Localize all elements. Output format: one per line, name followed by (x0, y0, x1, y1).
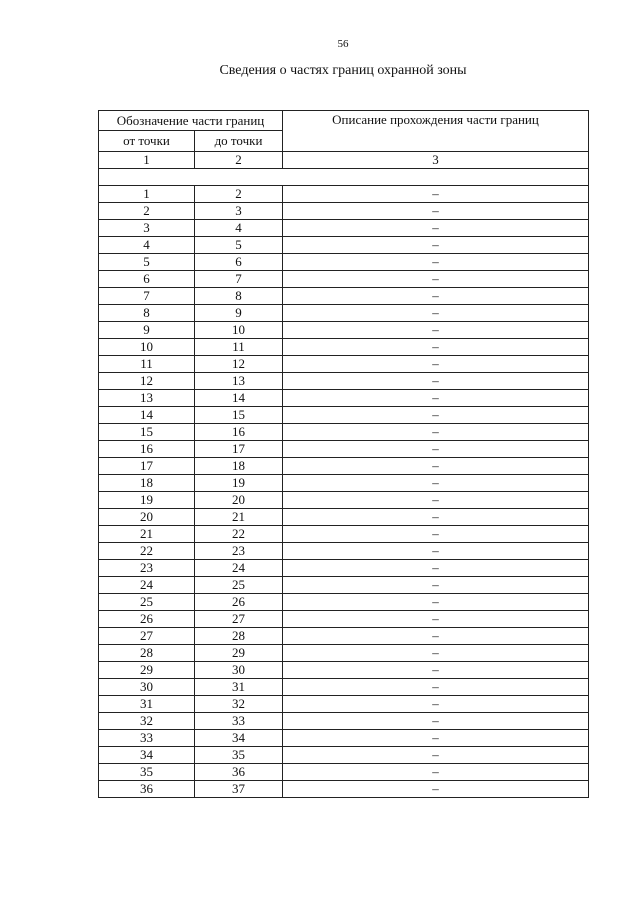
to-point-cell: 19 (195, 475, 283, 492)
table-row (99, 220, 589, 237)
to-point-cell: 16 (195, 424, 283, 441)
header-to-point: до точки (195, 131, 283, 152)
description-cell: – (283, 237, 589, 254)
table-row (99, 747, 589, 764)
table-row (99, 254, 589, 271)
description-cell: – (283, 526, 589, 543)
table-row (99, 611, 589, 628)
description-cell: – (283, 781, 589, 798)
from-point-cell: 28 (99, 645, 195, 662)
from-point-cell: 13 (99, 390, 195, 407)
from-point-cell: 25 (99, 594, 195, 611)
table-row (99, 662, 589, 679)
to-point-cell: 18 (195, 458, 283, 475)
from-point-cell: 3 (99, 220, 195, 237)
to-point-cell: 15 (195, 407, 283, 424)
table-row (99, 679, 589, 696)
description-cell: – (283, 747, 589, 764)
to-point-cell: 7 (195, 271, 283, 288)
header-description: Описание прохождения части границ (283, 111, 589, 152)
to-point-cell: 3 (195, 203, 283, 220)
table-row (99, 373, 589, 390)
to-point-cell: 34 (195, 730, 283, 747)
table-row (99, 560, 589, 577)
table-row (99, 594, 589, 611)
header-from-point: от точки (99, 131, 195, 152)
table-row (99, 577, 589, 594)
table-row (99, 781, 589, 798)
to-point-cell: 21 (195, 509, 283, 526)
from-point-cell: 11 (99, 356, 195, 373)
description-cell: – (283, 407, 589, 424)
from-point-cell: 8 (99, 305, 195, 322)
to-point-cell: 4 (195, 220, 283, 237)
table-row (99, 407, 589, 424)
table-row (99, 492, 589, 509)
description-cell: – (283, 611, 589, 628)
description-cell: – (283, 424, 589, 441)
description-cell: – (283, 271, 589, 288)
description-cell: – (283, 220, 589, 237)
to-point-cell: 5 (195, 237, 283, 254)
table-row (99, 271, 589, 288)
from-point-cell: 24 (99, 577, 195, 594)
from-point-cell: 21 (99, 526, 195, 543)
table-row (99, 203, 589, 220)
to-point-cell: 12 (195, 356, 283, 373)
from-point-cell: 23 (99, 560, 195, 577)
to-point-cell: 26 (195, 594, 283, 611)
description-cell: – (283, 509, 589, 526)
description-cell: – (283, 288, 589, 305)
description-cell: – (283, 713, 589, 730)
table-row (99, 475, 589, 492)
to-point-cell: 37 (195, 781, 283, 798)
table-row (99, 390, 589, 407)
description-cell: – (283, 203, 589, 220)
from-point-cell: 9 (99, 322, 195, 339)
column-number-1: 1 (99, 152, 195, 169)
to-point-cell: 24 (195, 560, 283, 577)
to-point-cell: 14 (195, 390, 283, 407)
table-row (99, 305, 589, 322)
description-cell: – (283, 543, 589, 560)
from-point-cell: 19 (99, 492, 195, 509)
to-point-cell: 11 (195, 339, 283, 356)
table-row (99, 424, 589, 441)
description-cell: – (283, 679, 589, 696)
to-point-cell: 9 (195, 305, 283, 322)
to-point-cell: 20 (195, 492, 283, 509)
description-cell: – (283, 305, 589, 322)
from-point-cell: 31 (99, 696, 195, 713)
from-point-cell: 16 (99, 441, 195, 458)
from-point-cell: 22 (99, 543, 195, 560)
description-cell: – (283, 356, 589, 373)
description-cell: – (283, 696, 589, 713)
from-point-cell: 12 (99, 373, 195, 390)
description-cell: – (283, 186, 589, 203)
description-cell: – (283, 577, 589, 594)
to-point-cell: 22 (195, 526, 283, 543)
table-row (99, 713, 589, 730)
description-cell: – (283, 458, 589, 475)
to-point-cell: 28 (195, 628, 283, 645)
from-point-cell: 20 (99, 509, 195, 526)
table-row (99, 526, 589, 543)
from-point-cell: 35 (99, 764, 195, 781)
to-point-cell: 31 (195, 679, 283, 696)
table-row (99, 356, 589, 373)
table-row (99, 237, 589, 254)
table-row (99, 509, 589, 526)
description-cell: – (283, 628, 589, 645)
to-point-cell: 25 (195, 577, 283, 594)
to-point-cell: 6 (195, 254, 283, 271)
from-point-cell: 14 (99, 407, 195, 424)
from-point-cell: 6 (99, 271, 195, 288)
description-cell: – (283, 322, 589, 339)
description-cell: – (283, 645, 589, 662)
table-body (99, 186, 589, 798)
to-point-cell: 23 (195, 543, 283, 560)
to-point-cell: 29 (195, 645, 283, 662)
from-point-cell: 18 (99, 475, 195, 492)
from-point-cell: 7 (99, 288, 195, 305)
table-row (99, 543, 589, 560)
description-cell: – (283, 560, 589, 577)
column-number-2: 2 (195, 152, 283, 169)
table-row (99, 288, 589, 305)
to-point-cell: 17 (195, 441, 283, 458)
from-point-cell: 10 (99, 339, 195, 356)
from-point-cell: 29 (99, 662, 195, 679)
table-row (99, 645, 589, 662)
from-point-cell: 27 (99, 628, 195, 645)
table-row (99, 764, 589, 781)
table-row (99, 696, 589, 713)
table-row (99, 186, 589, 203)
section-spacer-row (99, 169, 589, 186)
from-point-cell: 1 (99, 186, 195, 203)
to-point-cell: 13 (195, 373, 283, 390)
description-cell: – (283, 390, 589, 407)
to-point-cell: 35 (195, 747, 283, 764)
to-point-cell: 2 (195, 186, 283, 203)
description-cell: – (283, 373, 589, 390)
column-number-3: 3 (283, 152, 589, 169)
description-cell: – (283, 475, 589, 492)
table-row (99, 458, 589, 475)
to-point-cell: 27 (195, 611, 283, 628)
boundary-table (98, 110, 589, 798)
description-cell: – (283, 730, 589, 747)
to-point-cell: 32 (195, 696, 283, 713)
description-cell: – (283, 339, 589, 356)
table-row (99, 441, 589, 458)
from-point-cell: 15 (99, 424, 195, 441)
from-point-cell: 17 (99, 458, 195, 475)
from-point-cell: 32 (99, 713, 195, 730)
from-point-cell: 4 (99, 237, 195, 254)
description-cell: – (283, 764, 589, 781)
description-cell: – (283, 594, 589, 611)
to-point-cell: 30 (195, 662, 283, 679)
page-number: 56 (337, 38, 349, 50)
from-point-cell: 33 (99, 730, 195, 747)
to-point-cell: 8 (195, 288, 283, 305)
from-point-cell: 34 (99, 747, 195, 764)
description-cell: – (283, 254, 589, 271)
table-row (99, 730, 589, 747)
description-cell: – (283, 441, 589, 458)
table-row (99, 322, 589, 339)
from-point-cell: 5 (99, 254, 195, 271)
description-cell: – (283, 662, 589, 679)
from-point-cell: 30 (99, 679, 195, 696)
page-title: Сведения о частях границ охранной зоны (219, 63, 467, 78)
from-point-cell: 26 (99, 611, 195, 628)
to-point-cell: 36 (195, 764, 283, 781)
table-row (99, 339, 589, 356)
header-boundary-designation: Обозначение части границ (99, 111, 283, 131)
from-point-cell: 2 (99, 203, 195, 220)
to-point-cell: 33 (195, 713, 283, 730)
to-point-cell: 10 (195, 322, 283, 339)
table-row (99, 628, 589, 645)
from-point-cell: 36 (99, 781, 195, 798)
description-cell: – (283, 492, 589, 509)
